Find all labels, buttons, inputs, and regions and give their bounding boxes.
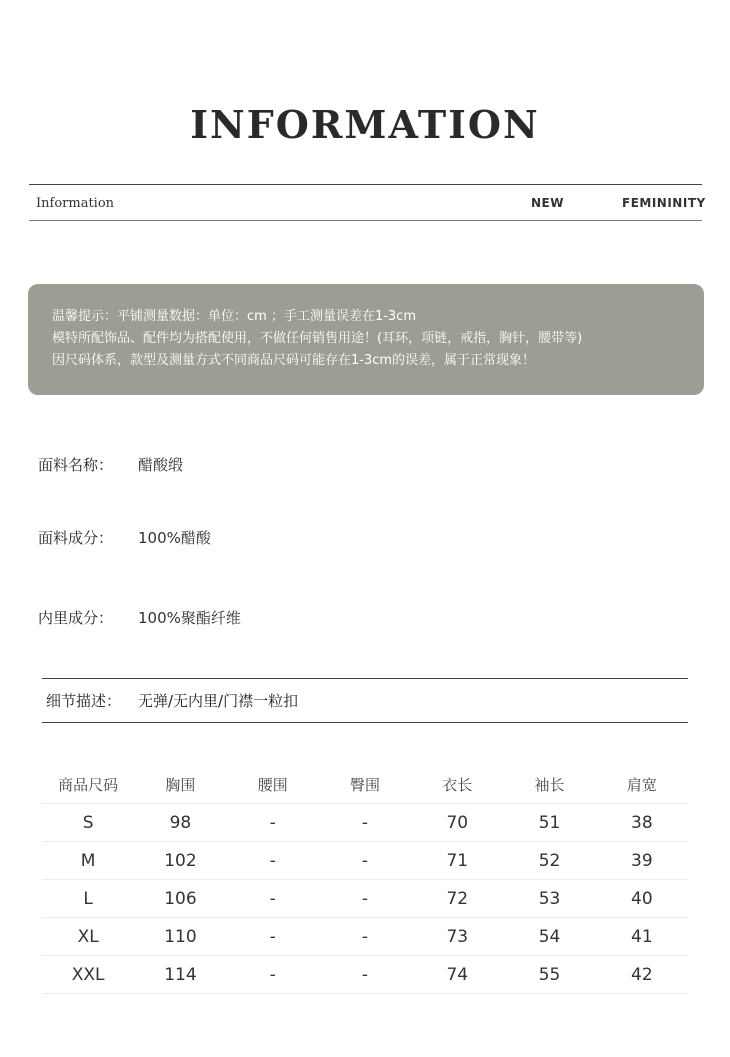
shoulder-cell: 38	[596, 804, 688, 842]
header-shoulder: 肩宽	[596, 766, 688, 804]
detail-bottom-divider	[42, 722, 688, 723]
fabric-composition-value: 100%醋酸	[138, 529, 211, 547]
fabric-name-value: 醋酸缎	[138, 456, 184, 474]
lining-composition-row	[38, 607, 241, 628]
header-bust: 胸围	[134, 766, 226, 804]
waist-cell: -	[227, 956, 319, 994]
bust-cell: 98	[134, 804, 226, 842]
shoulder-cell: 42	[596, 956, 688, 994]
header-sleeve: 袖长	[503, 766, 595, 804]
detail-row	[46, 690, 298, 711]
length-cell: 72	[411, 880, 503, 918]
size-cell: XL	[42, 918, 134, 956]
table-row	[42, 918, 688, 956]
shoulder-cell: 40	[596, 880, 688, 918]
header-waist: 腰围	[227, 766, 319, 804]
table-row	[42, 880, 688, 918]
lining-composition-value: 100%聚酯纤维	[138, 609, 241, 627]
fabric-composition-row	[38, 527, 211, 548]
header-length: 衣长	[411, 766, 503, 804]
hip-cell: -	[319, 880, 411, 918]
hip-cell: -	[319, 956, 411, 994]
detail-top-divider	[42, 678, 688, 679]
header-hip: 臀围	[319, 766, 411, 804]
waist-cell: -	[227, 918, 319, 956]
lining-composition-label: 内里成分：	[38, 609, 114, 627]
waist-cell: -	[227, 842, 319, 880]
detail-label: 细节描述：	[46, 692, 122, 710]
banner-top-divider	[29, 184, 702, 185]
table-row	[42, 842, 688, 880]
size-cell: L	[42, 880, 134, 918]
sleeve-cell: 54	[503, 918, 595, 956]
size-cell: S	[42, 804, 134, 842]
length-cell: 70	[411, 804, 503, 842]
table-row	[42, 804, 688, 842]
measurement-notice	[28, 284, 704, 395]
length-cell: 71	[411, 842, 503, 880]
header-size: 商品尺码	[42, 766, 134, 804]
notice-line: 温馨提示：平铺测量数据：单位：cm ；手工测量误差在1-3cm	[52, 309, 416, 324]
sleeve-cell: 51	[503, 804, 595, 842]
banner-new-label: NEW	[531, 196, 564, 210]
sleeve-cell: 52	[503, 842, 595, 880]
page-title: INFORMATION	[190, 102, 540, 147]
size-table	[42, 766, 688, 994]
size-table-header	[42, 766, 688, 804]
hip-cell: -	[319, 804, 411, 842]
notice-line: 模特所配饰品、配件均为搭配使用，不做任何销售用途！(耳环，项链，戒指，胸针，腰带等)	[52, 331, 583, 346]
length-cell: 73	[411, 918, 503, 956]
notice-line: 因尺码体系，款型及测量方式不同商品尺码可能存在1-3cm的误差，属于正常现象！	[52, 353, 536, 368]
sleeve-cell: 55	[503, 956, 595, 994]
waist-cell: -	[227, 804, 319, 842]
bust-cell: 106	[134, 880, 226, 918]
fabric-composition-label: 面料成分：	[38, 529, 114, 547]
banner-femininity-label: FEMININITY	[622, 196, 706, 210]
hip-cell: -	[319, 918, 411, 956]
fabric-name-row	[38, 454, 183, 475]
fabric-name-label: 面料名称：	[38, 456, 114, 474]
size-cell: M	[42, 842, 134, 880]
detail-value: 无弹/无内里/门襟一粒扣	[138, 692, 299, 710]
bust-cell: 102	[134, 842, 226, 880]
length-cell: 74	[411, 956, 503, 994]
sleeve-cell: 53	[503, 880, 595, 918]
banner-information-label: Information	[36, 196, 115, 211]
bust-cell: 114	[134, 956, 226, 994]
bust-cell: 110	[134, 918, 226, 956]
banner-bottom-divider	[29, 220, 702, 221]
table-row	[42, 956, 688, 994]
hip-cell: -	[319, 842, 411, 880]
size-cell: XXL	[42, 956, 134, 994]
shoulder-cell: 41	[596, 918, 688, 956]
shoulder-cell: 39	[596, 842, 688, 880]
waist-cell: -	[227, 880, 319, 918]
